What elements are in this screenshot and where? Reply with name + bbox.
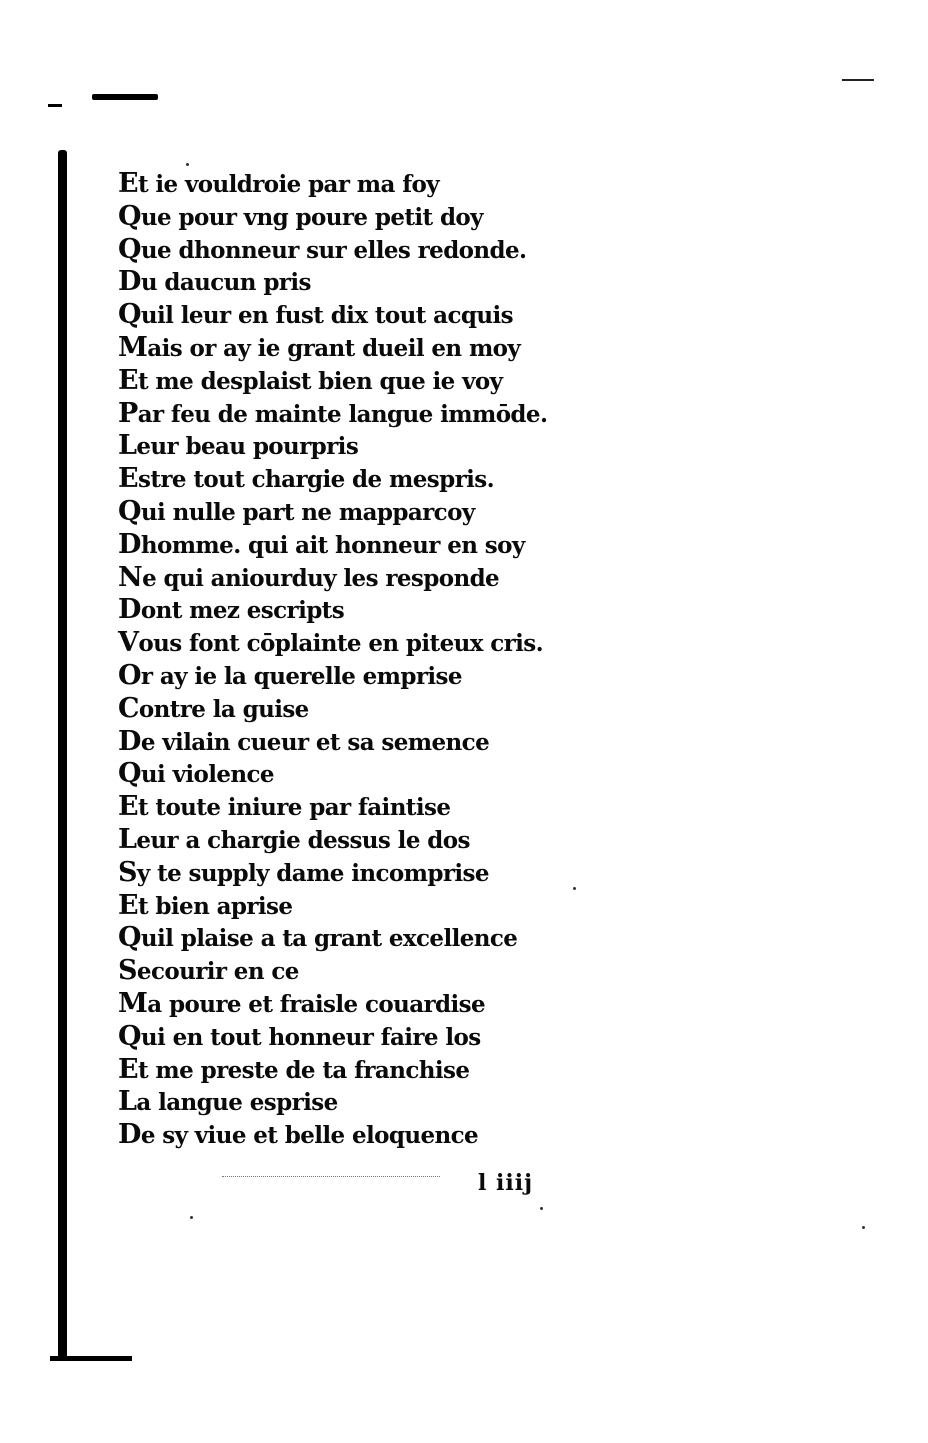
verse-line: Contre la guise: [118, 692, 309, 724]
verse-line: Quil plaise a ta grant excellence: [118, 922, 518, 954]
ink-speck: [540, 1207, 543, 1210]
ink-smudge: [222, 1176, 440, 1178]
verse-line: Du daucun pris: [118, 266, 311, 298]
verse-line: Estre tout chargie de mespris.: [118, 463, 494, 495]
verse-line: Qui nulle part ne mapparcoy: [118, 495, 475, 527]
verse-line: Et bien aprise: [118, 889, 293, 921]
ink-speck: [186, 163, 189, 166]
folio-signature: l iiij: [478, 1170, 534, 1196]
verse-line: Et ie vouldroie par ma foy: [118, 168, 440, 199]
verse-line: De sy viue et belle eloquence: [118, 1119, 479, 1151]
verse-line: Et toute iniure par faintise: [118, 791, 451, 823]
verse-line: Vous font cōplainte en piteux cris.: [118, 627, 544, 659]
verse-text: [118, 168, 578, 1152]
binding-edge: [50, 1356, 132, 1361]
verse-line: Qui violence: [118, 758, 274, 790]
verse-line: Que pour vng poure petit doy: [118, 200, 483, 232]
verse-line: Qui en tout honneur faire los: [118, 1020, 481, 1052]
verse-line: Leur beau pourpris: [118, 430, 359, 462]
verse-line: Or ay ie la querelle emprise: [118, 659, 462, 691]
verse-line: Dont mez escripts: [118, 594, 345, 626]
verse-line: Ne qui aniourduy les responde: [118, 561, 500, 593]
binding-edge: [58, 150, 67, 1360]
verse-line: Leur a chargie dessus le dos: [118, 823, 470, 855]
verse-line: De vilain cueur et sa semence: [118, 725, 490, 757]
verse-line: Sy te supply dame incomprise: [118, 856, 489, 888]
scan-mark: [842, 79, 874, 81]
ink-speck: [862, 1226, 865, 1229]
scan-mark: [92, 94, 158, 100]
verse-line: Dhomme. qui ait honneur en soy: [118, 528, 525, 560]
scan-mark: [48, 104, 62, 107]
verse-line: Secourir en ce: [118, 955, 299, 987]
verse-line: Par feu de mainte langue immōde.: [118, 397, 548, 429]
verse-line: Et me preste de ta franchise: [118, 1053, 470, 1085]
verse-line: Ma poure et fraisle couardise: [118, 987, 486, 1019]
verse-line: Que dhonneur sur elles redonde.: [118, 233, 527, 265]
verse-line: Et me desplaist bien que ie voy: [118, 364, 503, 396]
verse-line: Mais or ay ie grant dueil en moy: [118, 331, 521, 363]
ink-speck: [190, 1216, 193, 1219]
verse-line: La langue esprise: [118, 1086, 338, 1118]
verse-line: Quil leur en fust dix tout acquis: [118, 299, 513, 331]
